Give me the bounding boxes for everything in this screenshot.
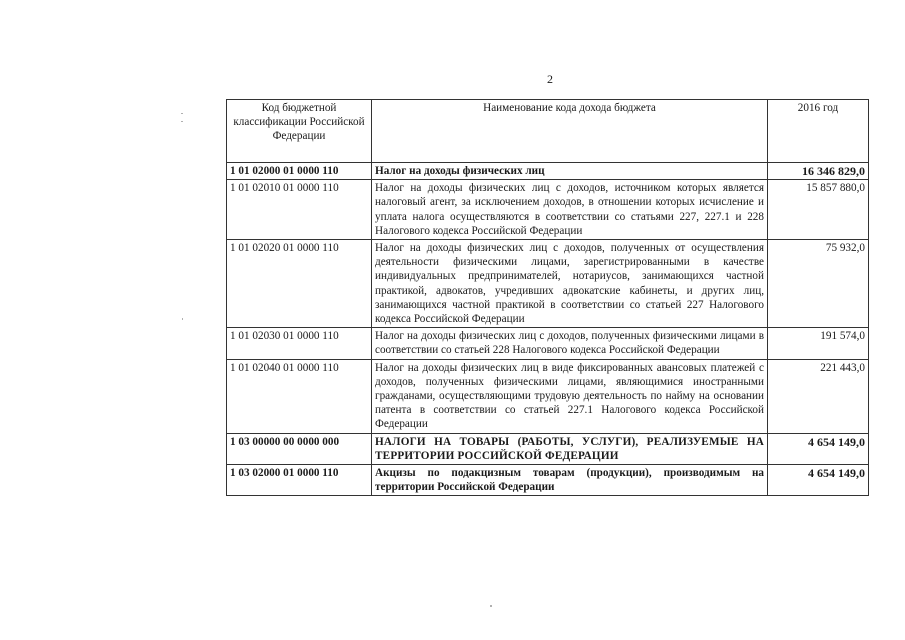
budget-code-cell: 1 01 02040 01 0000 110 xyxy=(227,359,372,433)
amount-2016-cell: 4 654 149,0 xyxy=(768,465,869,496)
amount-2016-cell: 16 346 829,0 xyxy=(768,163,869,180)
table-header-row xyxy=(227,100,869,163)
scan-speck xyxy=(181,121,183,122)
budget-revenue-table xyxy=(226,99,869,496)
table-body xyxy=(227,163,869,496)
table-row xyxy=(227,328,869,359)
amount-2016-cell: 15 857 880,0 xyxy=(768,180,869,240)
page-number: 2 xyxy=(547,72,553,86)
scan-speck xyxy=(490,605,492,607)
amount-2016-cell: 191 574,0 xyxy=(768,328,869,359)
revenue-name-cell: Налог на доходы физических лиц xyxy=(372,163,768,180)
amount-2016-cell: 4 654 149,0 xyxy=(768,433,869,464)
table-row xyxy=(227,180,869,240)
revenue-name-cell: Налог на доходы физических лиц с доходов, полученных от осуществления деятельности физическими лицами, зарегистрированными в качестве индивидуальных предпринимателей, нотариусов, занимающихся частной практикой, адвокатов, учредивших адвокатские кабинеты, и других лиц, занимающихся частной практикой в соответствии со статьей 227 Налогового кодекса Российской Федерации xyxy=(372,240,768,328)
scan-speck xyxy=(182,318,183,320)
table-row xyxy=(227,359,869,433)
budget-code-cell: 1 01 02000 01 0000 110 xyxy=(227,163,372,180)
revenue-name-cell: Акцизы по подакцизным товарам (продукции), производимым на территории Российской Федерации xyxy=(372,465,768,496)
revenue-name-cell: Налог на доходы физических лиц с доходов, источником которых является налоговый агент, за исключением доходов, в отношении которых исчисление и уплата налога осуществляются в соответствии со статьями 227, 227.1 и 228 Налогового кодекса Российской Федерации xyxy=(372,180,768,240)
header-year: 2016 год xyxy=(768,100,869,163)
scan-speck xyxy=(181,113,183,114)
budget-code-cell: 1 03 02000 01 0000 110 xyxy=(227,465,372,496)
header-name: Наименование кода дохода бюджета xyxy=(372,100,768,163)
amount-2016-cell: 221 443,0 xyxy=(768,359,869,433)
budget-code-cell: 1 01 02010 01 0000 110 xyxy=(227,180,372,240)
revenue-name-cell: Налог на доходы физических лиц с доходов, полученных физическими лицами в соответствии со статьей 228 Налогового кодекса Российской Федерации xyxy=(372,328,768,359)
budget-code-cell: 1 01 02020 01 0000 110 xyxy=(227,240,372,328)
table-row xyxy=(227,240,869,328)
table-row xyxy=(227,465,869,496)
header-code: Код бюджетной классификации Российской Федерации xyxy=(227,100,372,163)
budget-code-cell: 1 01 02030 01 0000 110 xyxy=(227,328,372,359)
revenue-name-cell: НАЛОГИ НА ТОВАРЫ (РАБОТЫ, УСЛУГИ), РЕАЛИЗУЕМЫЕ НА ТЕРРИТОРИИ РОССИЙСКОЙ ФЕДЕРАЦИИ xyxy=(372,433,768,464)
table-row xyxy=(227,433,869,464)
table-row xyxy=(227,163,869,180)
amount-2016-cell: 75 932,0 xyxy=(768,240,869,328)
revenue-name-cell: Налог на доходы физических лиц в виде фиксированных авансовых платежей с доходов, полученных физическими лицами, являющимися иностранными гражданами, осуществляющими трудовую деятельность по найму на основании патента в соответствии со статьей 227.1 Налогового кодекса Российской Федерации xyxy=(372,359,768,433)
budget-code-cell: 1 03 00000 00 0000 000 xyxy=(227,433,372,464)
